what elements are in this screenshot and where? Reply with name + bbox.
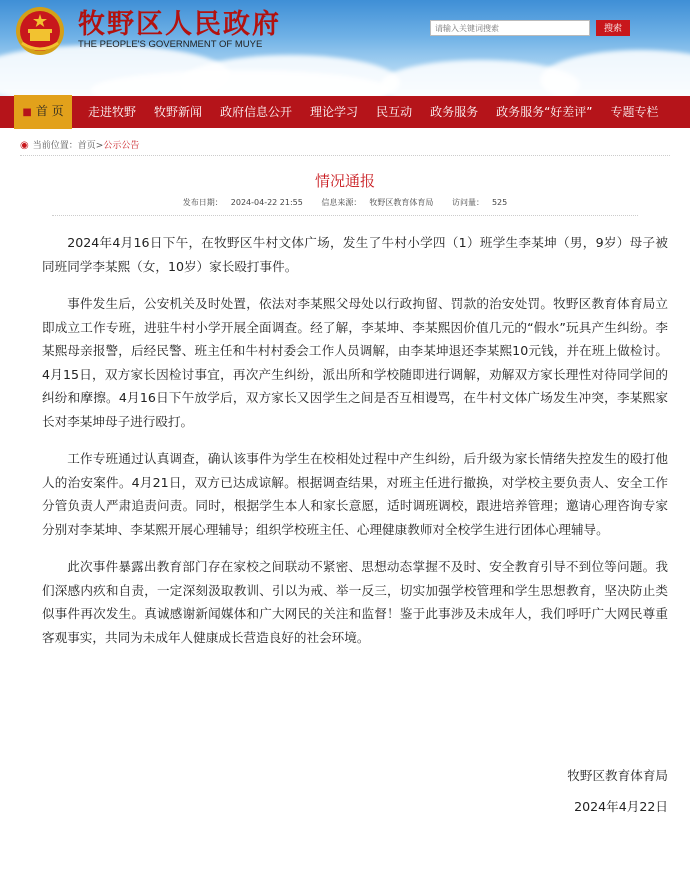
article-paragraph: 工作专班通过认真调查，确认该事件为学生在校相处过程中产生纠纷，后升级为家长情绪失控发生的殴打他人的治安案件。4月21日，双方已达成谅解。根据调查结果，对班主任进行撤换，对学校主要负责人、安全工作分管负责人严肃追责问责。同时，根据学生本人和家长意愿，适时调班调校，跟进培养管理；邀请心理咨询专家分别对李某坤、李某熙开展心理辅导；组织学校班主任、心理健康教师对全校学生进行团体心理辅导。 <box>42 451 668 537</box>
site-title[interactable]: 牧野区人民政府 <box>78 9 281 40</box>
article-body <box>42 231 668 663</box>
site-subtitle: THE PEOPLE'S GOVERNMENT OF MUYE <box>78 39 263 50</box>
location-pin-icon: ◉ <box>20 140 29 151</box>
breadcrumb-separator: > <box>95 141 104 151</box>
article-meta <box>0 197 690 208</box>
nav-item-gov-services[interactable]: 政务服务 <box>430 105 479 119</box>
search-input[interactable] <box>430 20 590 36</box>
nav-item-special-topics[interactable]: 专题专栏 <box>610 105 659 119</box>
visit-count <box>448 198 511 207</box>
visit-count-label: 访问量： <box>451 198 484 207</box>
nav-item-home[interactable] <box>14 95 72 129</box>
visit-count-value: 525 <box>491 198 508 207</box>
title-divider <box>52 215 638 217</box>
nav-item-interaction[interactable]: 民互动 <box>376 105 413 119</box>
info-source-value: 牧野区教育体育局 <box>369 198 434 207</box>
signature-date: 2024年4月22日 <box>574 799 668 814</box>
search-button[interactable]: 搜索 <box>596 20 630 36</box>
nav-item-info-disclosure[interactable]: 政府信息公开 <box>220 105 293 119</box>
article-title: 情况通报 <box>314 172 375 190</box>
breadcrumb-label: 当前位置： <box>32 141 78 151</box>
breadcrumb <box>20 137 670 156</box>
national-emblem-icon[interactable] <box>14 5 66 57</box>
publish-date <box>179 198 307 207</box>
info-source-label: 信息来源： <box>321 198 362 207</box>
nav-item-theory-study[interactable]: 理论学习 <box>310 105 359 119</box>
nav-item-news[interactable]: 牧野新闻 <box>154 105 203 119</box>
site-header <box>0 0 690 96</box>
signature-organization: 牧野区教育体育局 <box>567 768 668 783</box>
breadcrumb-current-link[interactable]: 公示公告 <box>103 141 140 151</box>
nav-item-label: 首 页 <box>35 104 64 118</box>
header-cloud <box>540 50 690 96</box>
publish-date-value: 2024-04-22 21:55 <box>230 198 303 207</box>
nav-item-service-rating[interactable]: 政务服务“好差评” <box>496 105 593 119</box>
main-nav <box>0 96 690 128</box>
breadcrumb-home-link[interactable]: 首页 <box>77 141 96 151</box>
nav-item-about[interactable]: 走进牧野 <box>88 105 137 119</box>
publish-date-label: 发布日期： <box>182 198 223 207</box>
info-source <box>317 198 437 207</box>
article-paragraph: 事件发生后，公安机关及时处置，依法对李某熙父母处以行政拘留、罚款的治安处罚。牧野区教育体育局立即成立工作专班，进驻牛村小学开展全面调查。经了解，李某坤、李某熙因价值几元的“假水”玩具产生纠纷。李某熙母亲报警，后经民警、班主任和牛村村委会工作人员调解，由李某坤退还李某熙10元钱，并在班上做检讨。4月15日，双方家长因检讨事宜，再次产生纠纷，派出所和学校随即进行调解，劝解双方家长理性对待同学间的纠纷和摩擦。4月16日下午放学后，双方家长又因学生之间是否互相谩骂，在牛村文体广场发生冲突，李某熙家长对李某坤母子进行殴打。 <box>42 296 668 429</box>
article-paragraph: 2024年4月16日下午，在牧野区牛村文体广场，发生了牛村小学四（1）班学生李某坤（男，9岁）母子被同班同学李某熙（女，10岁）家长殴打事件。 <box>42 235 668 274</box>
home-icon: ■ <box>22 107 32 118</box>
article-paragraph: 此次事件暴露出教育部门存在家校之间联动不紧密、思想动态掌握不及时、安全教育引导不到位等问题。我们深感内疚和自责，一定深刻汲取教训、引以为戒、举一反三，切实加强学校管理和学生思想教育，坚决防止类似事件再次发生。真诚感谢新闻媒体和广大网民的关注和监督！鉴于此事涉及未成年人，我们呼吁广大网民尊重客观事实，共同为未成年人健康成长营造良好的社会环境。 <box>42 559 668 645</box>
